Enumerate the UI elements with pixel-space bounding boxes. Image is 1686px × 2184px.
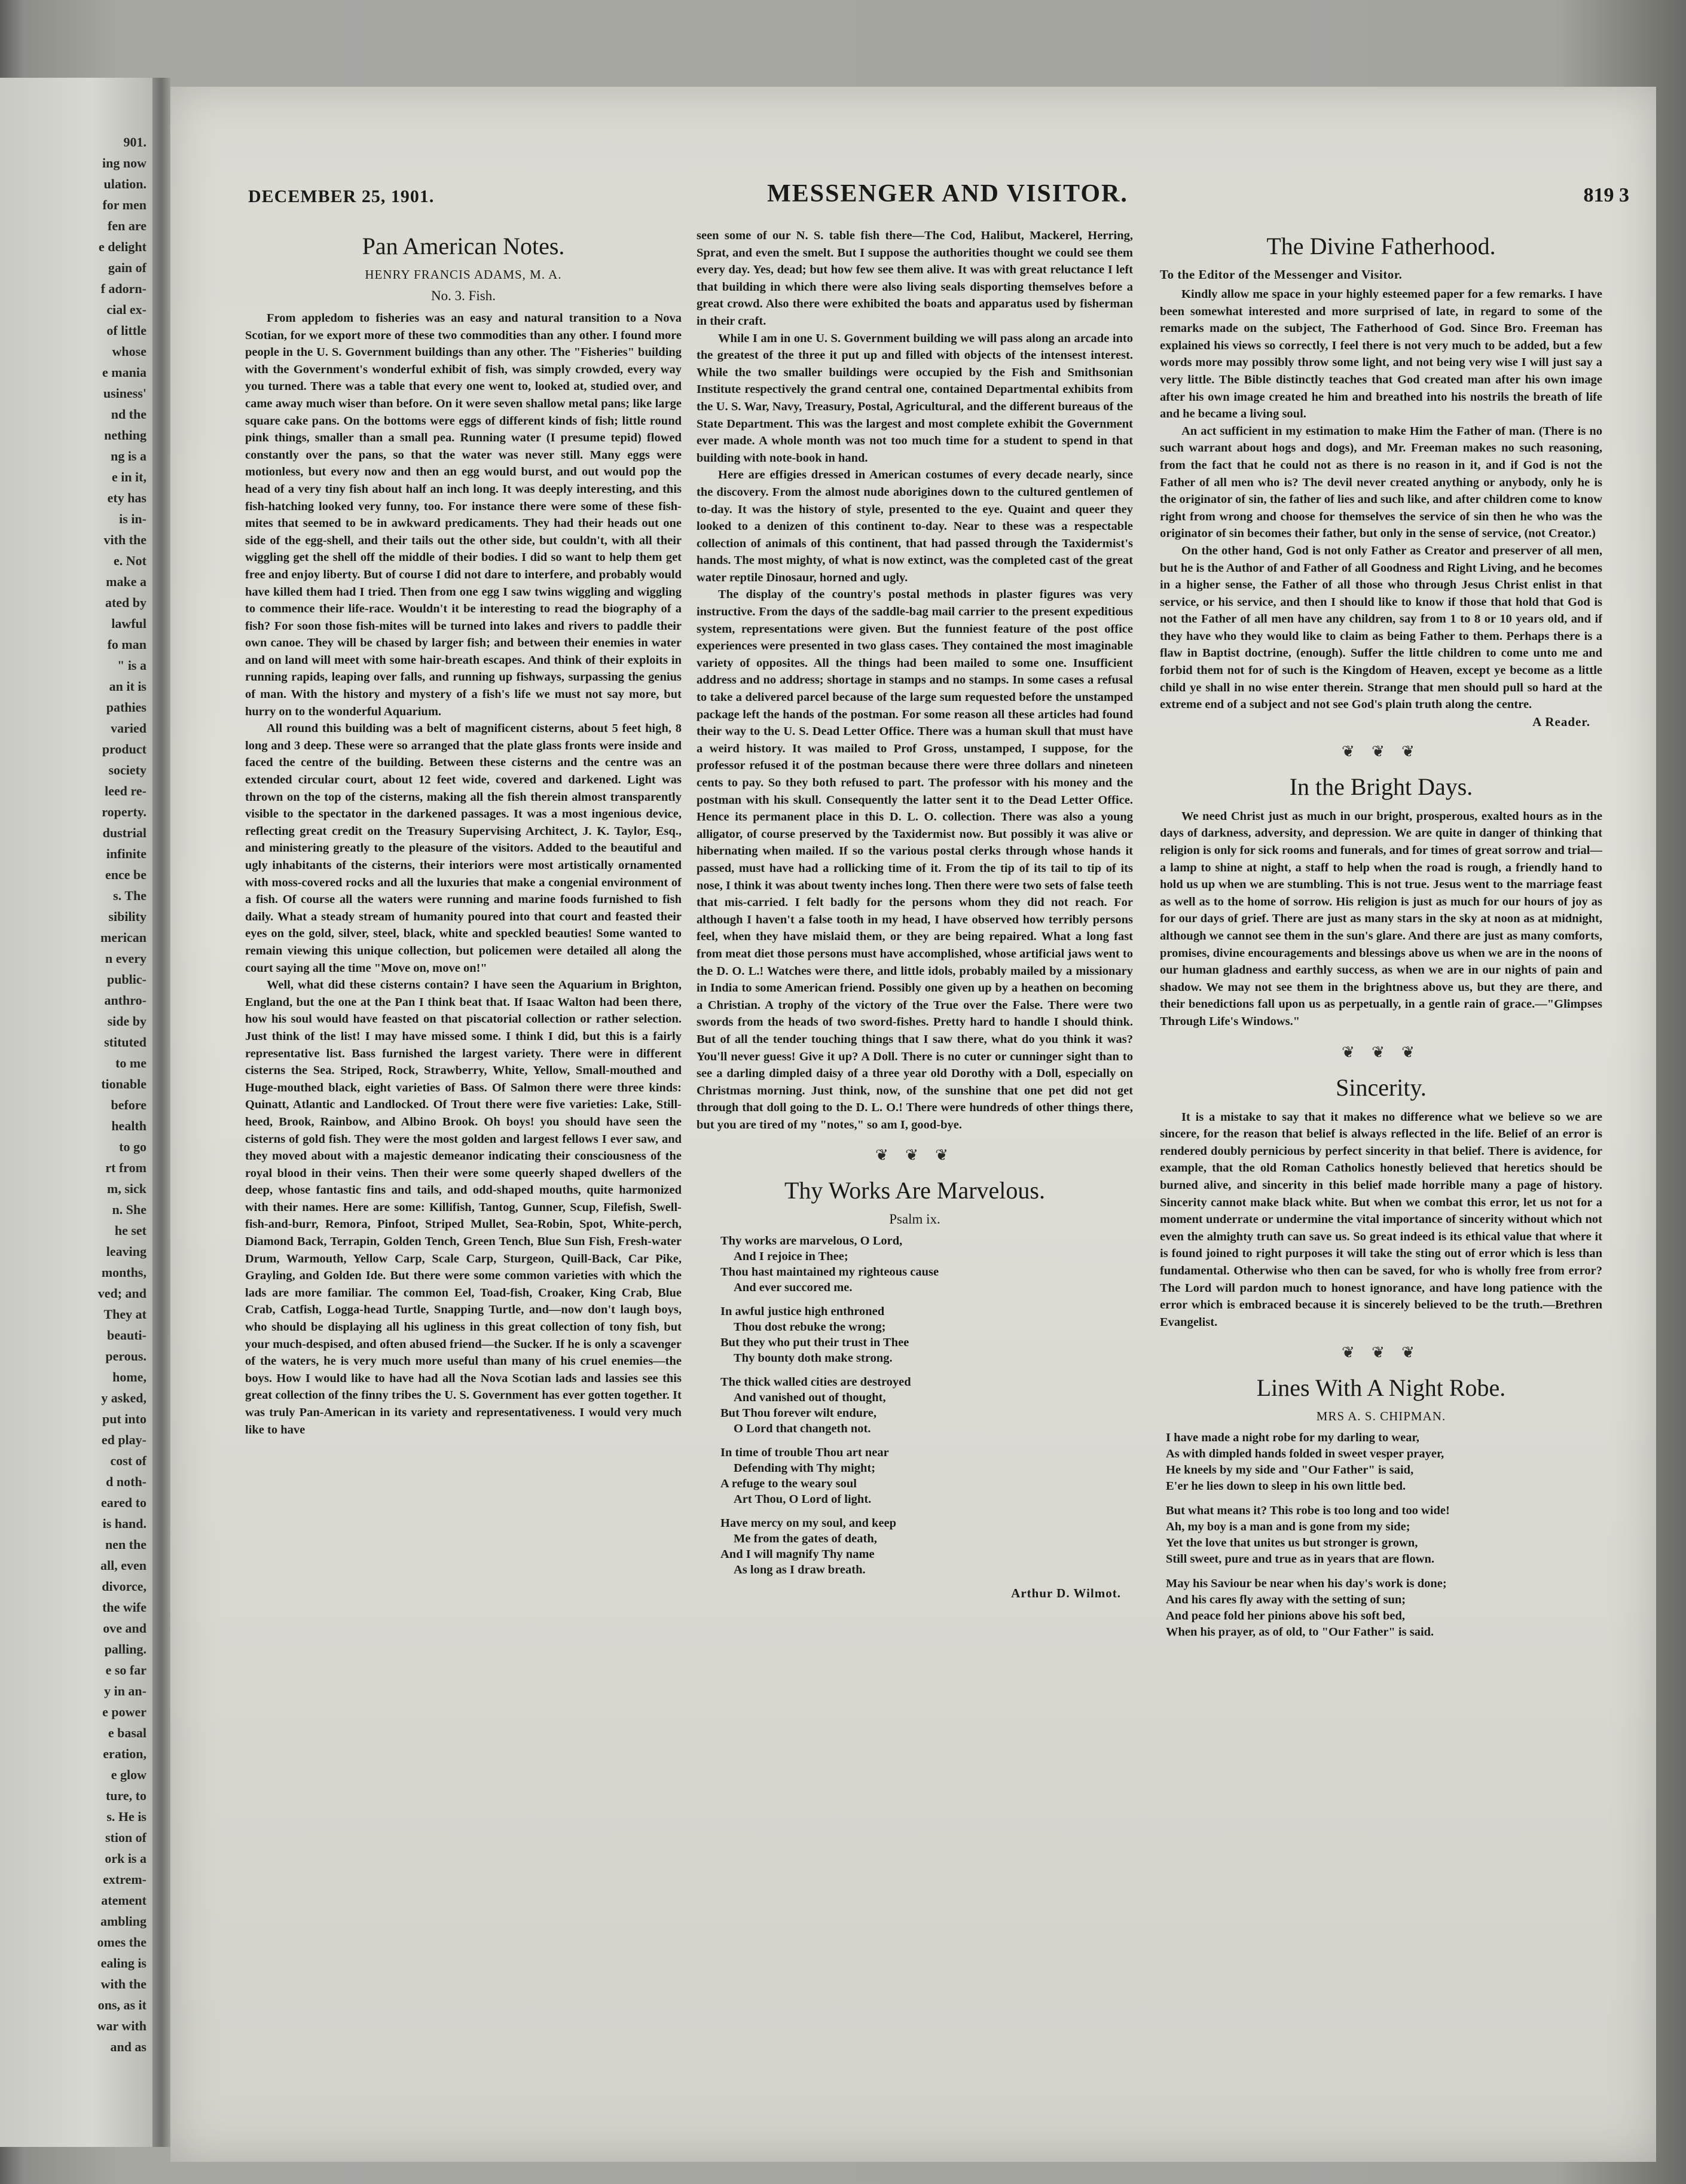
poem-line: And I rejoice in Thee; — [734, 1250, 848, 1264]
article-title-sincerity: Sincerity. — [1336, 1073, 1427, 1101]
previous-page-text-fragment: s. The — [113, 888, 146, 903]
previous-page-text-fragment: to go — [119, 1139, 146, 1154]
previous-page-text-fragment: m, sick — [107, 1181, 146, 1196]
previous-page-text-fragment: ed play- — [101, 1432, 146, 1447]
previous-page-text-fragment: 901. — [123, 135, 146, 150]
previous-page-text-fragment: y in an- — [104, 1683, 146, 1698]
previous-page-text-fragment: all, even — [100, 1558, 146, 1573]
article-title-divine-fatherhood: The Divine Fatherhood. — [1266, 233, 1496, 260]
previous-page-text-fragment: n every — [105, 951, 146, 966]
previous-page-text-fragment: public- — [106, 972, 146, 987]
poem-line: Thy bounty doth make strong. — [734, 1352, 893, 1365]
letter-signature: A Reader. — [1532, 714, 1590, 729]
column-3 — [1160, 227, 1602, 2141]
previous-page-text-fragment: before — [111, 1097, 146, 1112]
previous-page-text-fragment: health — [111, 1118, 146, 1133]
previous-page-text-fragment: e power — [102, 1704, 146, 1719]
previous-page-text-fragment: extrem- — [103, 1872, 146, 1887]
article-subtitle: No. 3. Fish. — [431, 288, 496, 303]
poem-line: When his prayer, as of old, to "Our Father" is said. — [1166, 1625, 1434, 1639]
paragraph: We need Christ just as much in our bright, prosperous, exalted hours as in the days of darkness, adversity, and depression. We are quite in danger of thinking that religion is only for sick rooms and funerals, and for times of great sorrow and trial—a lamp to shine at night, a staff to help when the road is rough, a friendly hand to hold us up when we are stumbling. This is not true. Jesus went to the marriage feast as well as to the home of sorrow. His religion is just as much for our hours of joy as for our days of grief. There are just as many stars in the sky at noon as at midnight, although we cannot see them in the sun's glare. And there are just as many comforts, promises, divine encouragements and blessings above us when we are in the noons of our human gladness and earthly success, as when we are in our nights of pain and shadow. We may not see them in the brightness above us, but they are there, and their benedictions fall upon us as perpetually, in a gentle rain of grace.—"Glimpses Through Life's Windows." — [1160, 809, 1602, 1028]
previous-page-text-fragment: nen the — [105, 1537, 146, 1552]
previous-page-text-fragment: stion of — [105, 1830, 146, 1845]
previous-page-text-fragment: whose — [112, 344, 146, 359]
previous-page-text-fragment: e. Not — [114, 553, 146, 568]
paragraph: While I am in one U. S. Government building we will pass along an arcade into the greatest of the three it put up and filled with objects of the intensest interest. While the two smaller buildings were occupied by the Fish and Smithsonian Institute respectively the grand central one, contained Departmental exhibits from the U. S. War, Navy, Treasury, Postal, Agricultural, and the different bureaus of the State Department. This was the largest and most complete exhibit the Government ever made. A whole month was not too much time for a student to spend in that building with note-book in hand. — [697, 331, 1133, 465]
poem-line: And vanished out of thought, — [734, 1391, 886, 1405]
poem-stanza — [720, 1374, 1133, 1436]
previous-page-text-fragment: of little — [106, 323, 146, 338]
poem-line: Defending with Thy might; — [734, 1462, 876, 1475]
previous-page-text-fragment: e basal — [108, 1725, 146, 1740]
previous-page-text-fragment: e so far — [105, 1663, 146, 1677]
previous-page-text-fragment: dustrial — [102, 825, 146, 840]
paragraph: All round this building was a belt of magnificent cisterns, about 5 feet high, 8 long and 3 deep. These were so arranged that the plate glass fronts were inside and faced the centre of the building. Between these cisterns and the centre was an extended circular court, about 12 feet wide, covered and darkened. Light was thrown on the top of the cisterns, making all the fish therein almost transparently visible to the spectator in the darkened passages. It was a most ingenious device, reflecting great credit on the Treasury Supervising Architect, J. K. Taylor, Esq., and ministering greatly to the pleasure of the visitors. Added to the beautiful and ugly inhabitants of the cisterns, their interiors were most artistically ornamented with moss-covered rocks and all the luxuries that make a congenial environment of a fish. Of course all the waters were running and marine foods furnished to fish daily. What a steady stream of humanity poured into that court and feasted their eyes on the gold, silver, steel, black, white and speckled beauties! Some wanted to remain viewing this unique collection, but policemen were detailed all along the court saying all the time "Move on, move on!" — [245, 722, 682, 975]
previous-page-text-fragment: palling. — [104, 1642, 146, 1657]
section-ornament: ❦ ❦ ❦ — [1342, 1043, 1421, 1062]
poem-stanza — [720, 1515, 1133, 1578]
poem-stanza — [1166, 1503, 1602, 1567]
newspaper-page — [170, 87, 1656, 2162]
previous-page-text-fragment: cial ex- — [106, 302, 146, 317]
previous-page-text-fragment: home, — [112, 1369, 146, 1384]
previous-page-edge — [0, 78, 152, 2147]
previous-page-text-fragment: " is a — [117, 658, 146, 673]
poem-line: He kneels by my side and "Our Father" is said, — [1166, 1463, 1414, 1477]
poem-stanza — [720, 1445, 1133, 1507]
previous-page-text-fragment: and as — [110, 2039, 146, 2054]
section-ornament: ❦ ❦ ❦ — [875, 1146, 954, 1165]
previous-page-text-fragment: ealing is — [100, 1956, 146, 1971]
column-2 — [697, 227, 1133, 2141]
poem-line: Art Thou, O Lord of light. — [734, 1493, 872, 1506]
column-1 — [245, 227, 682, 2141]
paragraph: Here are effigies dressed in American costumes of every decade nearly, since the discovery. From the almost nude aborigines down to the cultured gentlemen of to-day. It was the history of style, presented to the eye. Quaint and queer they looked to a denizen of this continent to-day. Near to these was a respectable collection of animals of this continent, that had passed through the Taxidermist's hands. The most mighty, of what is now extinct, was the completed cast of the great water reptile Dinosaur, horned and ugly. — [697, 468, 1133, 584]
poem-line: Have mercy on my soul, and keep — [720, 1517, 897, 1530]
previous-page-text-fragment: society — [108, 762, 146, 777]
poem-line: In time of trouble Thou art near — [720, 1446, 889, 1460]
previous-page-text-fragment: nething — [104, 428, 146, 443]
paragraph: From appledom to fisheries was an easy and natural transition to a Nova Scotian, for we export more of these two commodities than any other. I found more people in the U. S. Government buildings than any other. The "Fisheries" building with the Government's wonderful exhibit of fish, was simply crowded, every way you turned. There was a table that every one went to, looked at, studied over, and came away much wiser than before. On it were seven shallow metal pans; like large square cake pans. On the bottoms were eggs of different kinds of fish; little round pink things, smaller than a small pea. Running water (I presume tepid) flowed constantly over the pans, so that the water was never still. Many eggs were motionless, but every now and then an egg would burst, and out would pop the head of a very tiny fish about half an inch long. It was deeply interesting, and this fish-hatching looked very funny, too. For instance there were some of these fish-mites that seemed to be in awkward predicaments. They had their heads out one side of the egg-shell, and their tails out the other side, but couldn't, with all their wiggling get the shell off the middle of their bodies. I did so want to help them get free and enjoy liberty. But of course I did not dare to interfere, and probably would have killed them had I tried. Then from one egg I saw twins wiggling and wiggling to commence their life-race. Wouldn't it be interesting to read the biography of a fish? For soon those fish-mites will be turned into lakes and rivers to paddle their own canoe. They will be chased by larger fish; and between their enemies in water and on land will meet with some hair-breath escapes. And think of their exploits in running rapids, leaping over falls, and running up fishways, surpassing the genius of man. With the history and mystery of a fish's life we must not say more, but hurry on to the wonderful Aquarium. — [245, 312, 682, 718]
poem-line: In awful justice high enthroned — [720, 1305, 885, 1319]
paragraph: seen some of our N. S. table fish there—The Cod, Halibut, Mackerel, Herring, Sprat, and even the smelt. But I suppose the authorities thought we could see them every day. Yes, dead; but how few see them alive. It was with great reluctance I left that building in which there were also living seals disporting themselves before a great crowd. Also there were exhibited the boats and apparatus used by fisherman in their craft. — [697, 229, 1133, 328]
poem-line: But what means it? This robe is too long and too wide! — [1166, 1504, 1450, 1518]
previous-page-text-fragment: y asked, — [101, 1390, 146, 1405]
previous-page-text-fragment: side by — [107, 1014, 146, 1029]
previous-page-text-fragment: usiness' — [103, 386, 146, 401]
previous-page-text-fragment: tionable — [101, 1076, 146, 1091]
section-ornament: ❦ ❦ ❦ — [1342, 742, 1421, 761]
masthead: MESSENGER AND VISITOR. — [767, 180, 1128, 208]
poem-line: And peace fold her pinions above his soft bed, — [1166, 1609, 1406, 1623]
poem-byline: MRS A. S. CHIPMAN. — [1316, 1409, 1446, 1424]
previous-page-text-fragment: is in- — [119, 511, 146, 526]
previous-page-text-fragment: ove and — [103, 1621, 146, 1636]
previous-page-text-fragment: atement — [101, 1893, 146, 1908]
paragraph: Kindly allow me space in your highly esteemed paper for a few remarks. I have been somewhat interested and more surprised of late, in regard to some of the remarks made on the subject, The Fatherhood of God. Since Bro. Freeman has explained his views so correctly, I feel there is not very much to be added, but a few words more may possibly throw some light, and not being very wise I will just say a very little. The Bible distinctly teaches that God created man after his own image after his own image created he him and breathed into his nostrils the breath of life and he became a living soul. — [1160, 288, 1602, 421]
poem-line: And his cares fly away with the setting of sun; — [1166, 1593, 1406, 1607]
previous-page-text-fragment: e glow — [111, 1767, 146, 1782]
previous-page-text-fragment: gain of — [108, 260, 146, 275]
poem-line: Thou hast maintained my righteous cause — [720, 1265, 939, 1279]
poem-line: May his Saviour be near when his day's work is done; — [1166, 1577, 1447, 1591]
previous-page-text-fragment: perous. — [105, 1349, 146, 1364]
previous-page-text-fragment: ork is a — [105, 1851, 146, 1866]
poem-line: E'er he lies down to sleep in his own little bed. — [1166, 1480, 1406, 1493]
previous-page-text-fragment: n. She — [112, 1202, 146, 1217]
issue-date: DECEMBER 25, 1901. — [248, 187, 435, 206]
previous-page-text-fragment: anthro- — [104, 993, 146, 1008]
previous-page-text-fragment: to me — [115, 1056, 146, 1070]
previous-page-text-fragment: beauti- — [107, 1328, 146, 1343]
paragraph: The display of the country's postal methods in plaster figures was very instructive. From the days of the saddle-bag mail carrier to the present expeditious system, representations were given. But the funniest feature of the post office experiences were presented in two glass cases. They contained the most imaginable variety of opposites. All the things had been mailed to some one. Insufficient address and no address; shortage in stamps and no stamps. In some cases a refusal to take a delivered parcel because of the large sum requested before the unstamped package left the hands of the postman. For some reason all these articles had found their way to the U. S. Dead Letter Office. There was a human skull that must have a weird history. It was mailed to Prof Gross, unstamped, I suppose, for the professor refused it of the postman because there were three dollars and nineteen cents to pay. So they both refused to part. The professor with his money and the postman with his skull. Consequently the latter sent it to the Dead Letter Office. Hence its permanent place in this D. L. O. collection. There was also a young alligator, of course preserved by the Taxidermist now. But possibly it was alive or hibernating when mailed. If so the various postal clerks through whose hands it passed, must have had a rollicking time of it. From the tip of its tail to tip of its nose, I think it was about twenty inches long. Then there were two sets of false teeth that mis-carried. I felt badly for the persons whom they did not reach. For although I haven't a false tooth in my head, I have observed how terribly persons feel, when they have mislaid them, or they are being repaired. What a long fast from meat diet those persons must have accomplished, whose artificial jaws went to the D. O. L.! Watches were there, and little idols, probably mailed by a missionary in India to some American friend. Possibly one given up by a heathen on becoming a Christian. A trophy of the victory of the True over the False. There were two swords from the heads of two sword-fishes. Pretty hard to handle I should think. But of all the tender touching things that I saw there, what do you think it was? You'll never guess! Give it up? A Doll. There is no cuter or cunninger sight than to see a darling dimpled daisy of a three year old Dorothy with a Doll, especially on Christmas morning. Just think, now, of the sunshine that one pet did not get through that doll going to the D. L. O.! There were hundreds of other things there, but you are tired of my "notes," so am I, good-bye. — [697, 588, 1133, 1131]
poem-line: Me from the gates of death, — [734, 1532, 877, 1546]
previous-page-text-fragment: cost of — [110, 1453, 146, 1468]
poem-line: I have made a night robe for my darling to wear, — [1166, 1431, 1419, 1445]
poem-subtitle: Psalm ix. — [889, 1212, 940, 1227]
previous-page-text-fragment: ulation. — [103, 176, 146, 191]
previous-page-text-fragment: ety has — [107, 490, 146, 505]
previous-page-text-fragment: make a — [106, 574, 146, 589]
previous-page-text-fragment: nd the — [111, 407, 146, 422]
poem-line: Yet the love that unites us but stronger is grown, — [1166, 1536, 1418, 1550]
section-ornament: ❦ ❦ ❦ — [1342, 1344, 1421, 1362]
previous-page-text-fragment: They at — [103, 1307, 146, 1322]
previous-page-text-fragment: d noth- — [106, 1474, 146, 1489]
poem-line: But they who put their trust in Thee — [720, 1336, 909, 1350]
previous-page-text-fragment: eared to — [101, 1495, 146, 1510]
previous-page-text-fragment: merican — [100, 930, 146, 945]
previous-page-text-fragment: rt from — [105, 1160, 146, 1175]
poem-stanza — [720, 1304, 1133, 1366]
previous-page-text-fragment: ture, to — [105, 1788, 146, 1803]
poem-stanza — [720, 1233, 1133, 1295]
article-title-bright-days: In the Bright Days. — [1289, 773, 1473, 800]
previous-page-text-fragment: roperty. — [102, 804, 146, 819]
previous-page-text-fragment: eration, — [103, 1746, 146, 1761]
poem-line: As long as I draw breath. — [734, 1563, 866, 1577]
poem-line: Ah, my boy is a man and is gone from my side; — [1166, 1520, 1410, 1534]
previous-page-text-fragment: for men — [102, 197, 146, 212]
previous-page-text-fragment: ambling — [100, 1914, 146, 1929]
page-header — [248, 179, 1647, 221]
previous-page-text-fragment: with the — [100, 1976, 146, 1991]
previous-page-text-fragment: product — [102, 742, 146, 757]
poem-line: And ever succored me. — [734, 1281, 853, 1295]
letter-salutation: To the Editor of the Messenger and Visitor. — [1160, 267, 1403, 282]
previous-page-text-fragment: ved; and — [97, 1286, 146, 1301]
previous-page-text-fragment: he set — [114, 1223, 146, 1238]
previous-page-text-fragment: e mania — [102, 365, 146, 380]
previous-page-text-fragment: war with — [96, 2018, 146, 2033]
poem-line: As with dimpled hands folded in sweet vesper prayer, — [1166, 1447, 1444, 1461]
poem — [1166, 1430, 1602, 1640]
poem-line: The thick walled cities are destroyed — [720, 1375, 911, 1389]
previous-page-text-fragment: an it is — [109, 679, 146, 694]
paragraph: An act sufficient in my estimation to make Him the Father of man. (There is no such warrant about hogs and dogs), and Mr. Freeman makes no such reasoning, from the fact that he could not as there is no reason in it, and if God is not the Father of all men who is? The devil never created anything or anybody, only he is the originator of sin, the father of lies and such like, and after children come to know right from wrong and choose for themselves the service of sin then he who was the originator of sin becomes their father, but only in the sense of service, (not Creator.) — [1160, 424, 1602, 541]
previous-page-text-fragment: omes the — [97, 1935, 146, 1950]
poem — [720, 1233, 1133, 1578]
previous-page-text-fragment: s. He is — [106, 1809, 146, 1824]
previous-page-text-fragment: f adorn- — [100, 281, 146, 296]
poem-title: Thy Works Are Marvelous. — [784, 1177, 1045, 1204]
previous-page-text-fragment: leed re- — [105, 783, 146, 798]
poem-line: Thou dost rebuke the wrong; — [734, 1320, 886, 1334]
paragraph: Well, what did these cisterns contain? I have seen the Aquarium in Brighton, England, but the one at the Pan I think beat that. If Isaac Walton had been there, how his soul would have feasted on that piscatorial collection or rather selection. Just think of the list! I may have missed some. I think I did, but this is a fairly representative list. Bass furnished the largest variety. There were in different cisterns the Sea. Striped, Rock, Strawberry, White, Yellow, Small-mouthed and Huge-mouthed black, eight varieties of Bass. Of Salmon there were three kinds: Quinatt, Atlantic and Landlocked. Of Trout there were five varieties: Lake, Still-heed, Brook, Rainbow, and Albino Brook. Oh boys! you should have seen the cisterns of gold fish. They were the most golden and largest fellows I ever saw, and they moved about with a majestic demeanor indicating their consciousness of the royal blood in their veins. Then their were some queerly shaped dwellers of the deep, whose fantastic fins and tails, and odd-shaped mouths, quite harmonized with their names. Here are some: Killifish, Tantog, Gunner, Scup, Filefish, Swell-fish-and-burr, Remora, Pinfoot, Striped Mullet, Sea-Robin, Spot, White-perch, Diamond Back, Terrapin, Golden Tench, Green Tench, Blue Sun Fish, Fresh-water Drum, Warmouth, Yellow Carp, Scale Carp, Sturgeon, Quill-Back, Car Pike, Grayling, and Golden Ide. But there were some common varieties with which the lads are more familiar. The common Eel, Toad-fish, Croaker, King Crab, Blue Crab, Catfish, Logga-head Turtle, Snapping Turtle, and—now don't laugh boys, who should be displaying all his ugliness in this great collection of tony fish, but your much-despised, and often abused friend—the Sucker. If he is only a scavenger of the waters, he is very much more useful than many of his cruel enemies—the boys. How I would like to have had all the Nova Scotian lads and lassies see this great collection of the finny tribes the U. S. Government has ever gotten together. It was truly Pan-American in its variety and representativeness. I would very much like to have — [245, 978, 682, 1436]
previous-page-text-fragment: stituted — [104, 1035, 146, 1050]
page-number: 819 3 — [1583, 184, 1629, 206]
previous-page-text-fragment: varied — [111, 721, 146, 736]
poem-stanza — [1166, 1430, 1602, 1494]
poem-line: But Thou forever wilt endure, — [720, 1407, 877, 1420]
previous-page-text-fragment: e delight — [98, 239, 146, 254]
poem-line: Thy works are marvelous, O Lord, — [720, 1234, 903, 1248]
poem-line: O Lord that changeth not. — [734, 1422, 871, 1436]
previous-page-text-fragment: e in it, — [111, 469, 146, 484]
page-gutter — [152, 78, 170, 2147]
previous-page-text-fragment: put into — [102, 1411, 146, 1426]
paragraph: It is a mistake to say that it makes no difference what we believe so we are sincere, for the reason that belief is always reflected in the life. Belief of an error is rendered doubly pernicious by perfect sincerity in that belief. There is avidence, for example, that the old Roman Catholics honestly believed that heretics should be burned alive, and sincerity in this belief made horrible many a page of history. Sincerity cannot make black white. But when we combat this error, let us not for a moment underrate or undermine the vital importance of sincerity without which not even the almighty truth can save us. So great indeed is its ethical value that where it is found joined to right purposes it will take the sting out of error which is less than fundamental. Otherwise who then can be saved, for who is wholly free from error? The Lord will pardon much to honest ignorance, and have long patience with the error which is embraced because it is sincerely believed to be the truth.—Brethren Evangelist. — [1160, 1110, 1602, 1329]
poem-line: A refuge to the weary soul — [720, 1477, 857, 1491]
previous-page-text-fragment: ence be — [105, 867, 146, 882]
previous-page-text-fragment: fo man — [107, 637, 146, 652]
previous-page-text-fragment: ons, as it — [97, 1997, 146, 2012]
previous-page-text-fragment: pathies — [106, 700, 146, 715]
article-title-pan-american: Pan American Notes. — [362, 233, 565, 260]
previous-page-text-fragment: divorce, — [102, 1579, 146, 1594]
previous-page-text-fragment: leaving — [106, 1244, 146, 1259]
previous-page-text-fragment: months, — [101, 1265, 146, 1280]
previous-page-text-fragment: infinite — [106, 846, 146, 861]
article-byline: HENRY FRANCIS ADAMS, M. A. — [365, 267, 562, 282]
previous-page-text-fragment: ing now — [102, 155, 146, 170]
previous-page-text-fragment: ated by — [105, 595, 146, 610]
poem-line: Still sweet, pure and true as in years that are flown. — [1166, 1552, 1435, 1566]
previous-page-text-fragment: the wife — [102, 1600, 146, 1615]
previous-page-text-fragment: is hand. — [102, 1516, 146, 1531]
previous-page-text-fragment: ng is a — [111, 449, 146, 463]
poem-line: And I will magnify Thy name — [720, 1548, 875, 1561]
poem-author: Arthur D. Wilmot. — [1011, 1586, 1121, 1601]
previous-page-text-fragment: sibility — [108, 909, 146, 924]
previous-page-text-fragment: fen are — [108, 218, 146, 233]
poem-title-night-robe: Lines With A Night Robe. — [1256, 1374, 1506, 1402]
poem-stanza — [1166, 1576, 1602, 1640]
paragraph: On the other hand, God is not only Father as Creator and preserver of all men, but he is the Author of and Father of all Goodness and Right Living, and he becomes in a higher sense, the Father of all those who through Jesus Christ enlist in that service, or his service, and then I should like to know if those that hold that God is not the Father of all men have any children, say from 1 to 8 or 10 years old, and if they have who they would like to claim as being Father to them. Perhaps there is a flaw in Baptist doctrine, (enough). Suffer the little children to come unto me and forbid them not for of such is the Kingdom of Heaven, except ye become as a little child ye shall in no wise enter therein. Strange that men should pull so hard at the extreme end of a subject and not see God's plain truth along the centre. — [1160, 544, 1602, 712]
previous-page-text-fragment: vith the — [103, 532, 146, 547]
previous-page-text-fragment: lawful — [111, 616, 146, 631]
